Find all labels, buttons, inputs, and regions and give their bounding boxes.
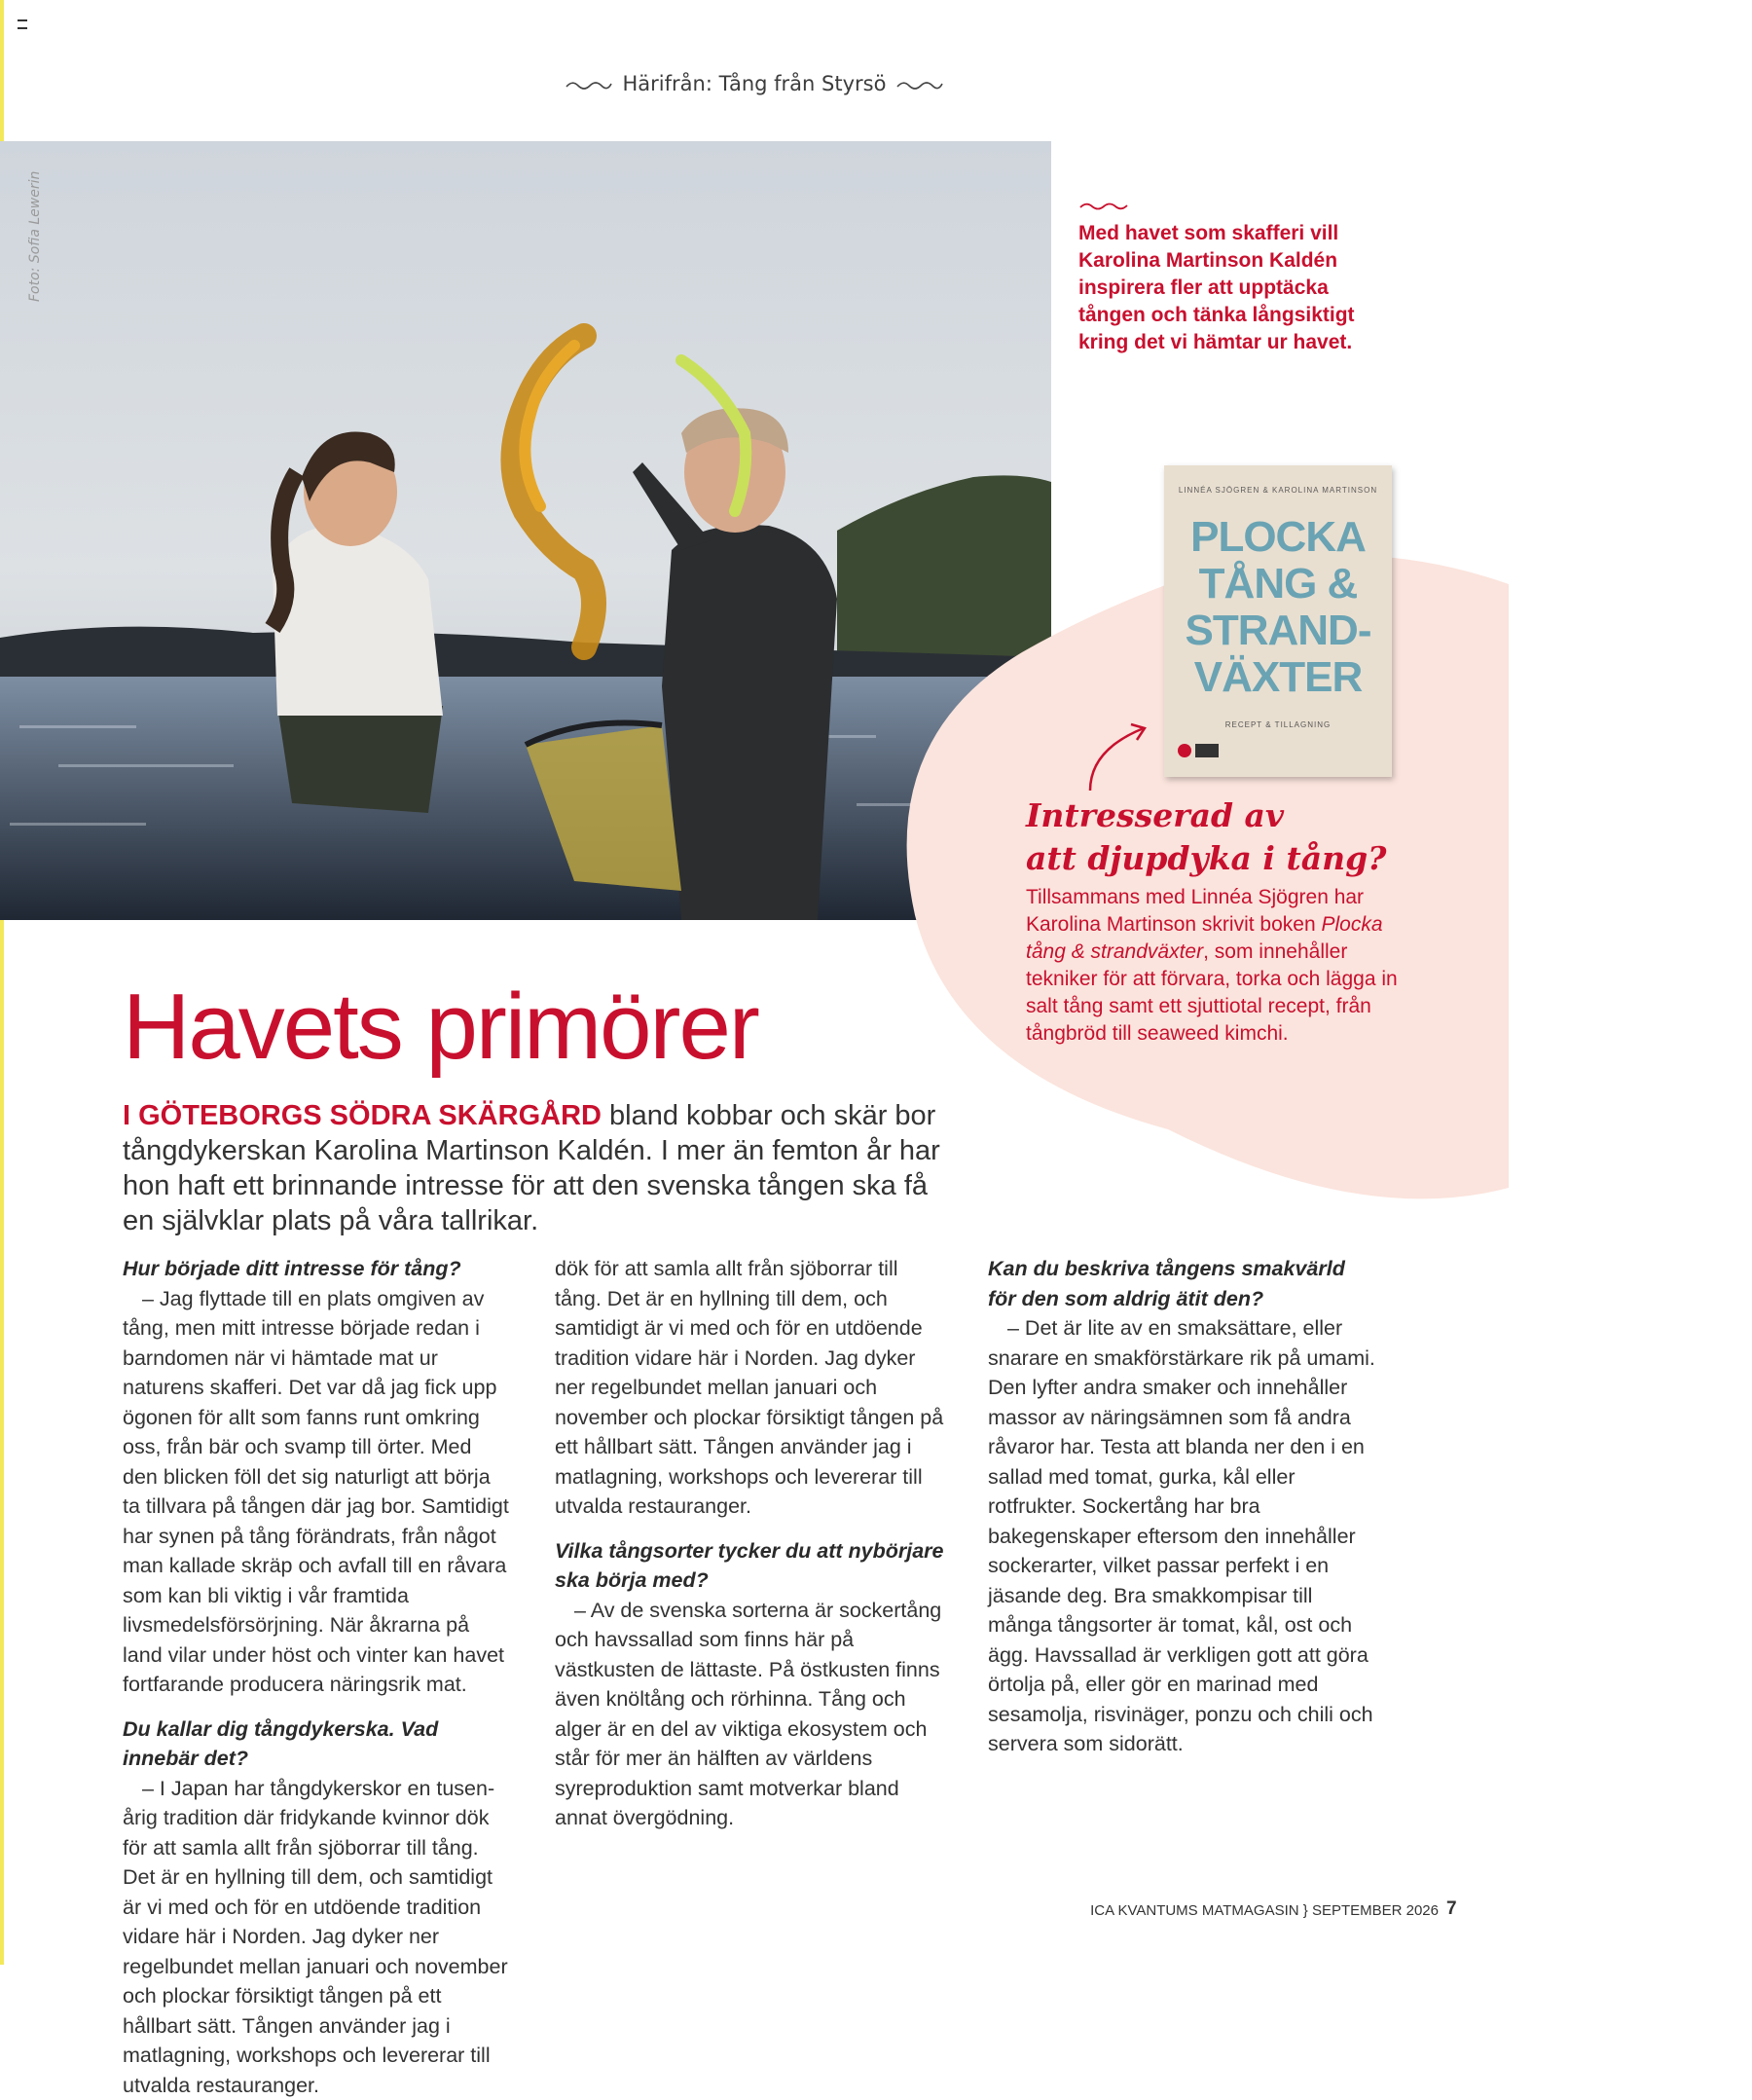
column-1 [123, 1254, 512, 2097]
wave-icon [895, 78, 944, 92]
photo-credit: Foto: Sofia Lewerin [27, 170, 43, 302]
wave-icon [1078, 200, 1129, 213]
column-2 [555, 1254, 944, 1833]
column-3 [988, 1254, 1377, 1759]
book-subtitle: RECEPT & TILLAGNING [1224, 720, 1332, 729]
intro-text: Med havet som skafferi vill Karolina Martinson Kaldén inspirera fler att upptäcka tången och tänka långsiktigt kring det vi hämtar ur havet. [1078, 222, 1355, 353]
ingress-lead: I GÖTEBORGS SÖDRA SKÄRGÅRD [123, 1100, 602, 1131]
sidebar-body: Tillsammans med Linnéa Sjögren har Karolina Martinson skrivit boken Plocka tång & strandväxter, som innehåller tekniker för att förvara, torka och lägga in salt tång samt ett sjuttiotal recept, från tångbröd till seaweed kimchi. [1026, 886, 1398, 1045]
page-footer: ICA KVANTUMS MATMAGASIN } SEPTEMBER 2026 [1090, 1902, 1439, 1919]
question: Du kallar dig tångdykerska. Vad innebär det? [123, 1716, 439, 1770]
answer-continued: dök för att samla allt från sjöborrar till tång. Det är en hyllning till dem, och samtidigt är vi med och för en utdöende tradition vidare här i Norden. Jag dyker ner regelbundet mellan januari och november och plockar försiktigt tången på ett hållbart sätt. Tången använder jag i matlagning, workshops och levererar till utvalda restauranger. [555, 1257, 944, 1518]
book-cover [1164, 465, 1392, 777]
book-title-italic: Plocka tång & strandväxter [1026, 913, 1383, 963]
sidebar-heading: Intresserad av att djupdyka i tång? [1026, 796, 1387, 877]
publisher-logo-icon [1178, 744, 1191, 757]
question: Hur började ditt intresse för tång? [123, 1257, 461, 1280]
article-ingress: I GÖTEBORGS SÖDRA SKÄRGÅRD bland kobbar och skär bor tångdykerskan Karolina Martinson Kaldén. I mer än femton år har hon haft ett brinnande intresse för att den svenska tången ska få en självklar plats på våra tallrikar. [123, 1100, 940, 1236]
kicker-text: Härifrån: Tång från Styrsö [622, 72, 887, 95]
page-number: 7 [1446, 1898, 1457, 1919]
answer: – Jag flyttade till en plats omgiven av tång, men mitt intresse började redan i barndomen när vi hämtade mat ur naturens skafferi. Det var då jag fick upp ögonen för allt som fanns runt omkring oss, från bär och svamp till örter. Med den blicken föll det sig naturligt att börja ta tillvara på tången där jag bor. Samtidigt har synen på tång förändrats, från något man kallade skräp och avfall till en råvara som kan bli viktig i vår framtida livsmedelsförsörjning. När åkrarna på land vilar under höst och vinter kan havet fortfarande producera näringsrik mat. [123, 1286, 509, 1696]
answer: – I Japan har tångdykerskor en tusenårig tradition där fridykande kvinnor dök för att samla allt från sjöborrar till tång. Det är en hyllning till dem, och samtidigt är vi med och för en utdöende tradition vidare här i Norden. Jag dyker ner regelbundet mellan januari och november och plockar försiktigt tången på ett hållbart sätt. Tången använder jag i matlagning, workshops och levererar till utvalda restauranger. [123, 1776, 508, 2097]
menu-icon[interactable] [18, 19, 27, 29]
book-authors: LINNÉA SJÖGREN & KAROLINA MARTINSON [1178, 486, 1378, 495]
book-title: PLOCKA TÅNG & STRAND- VÄXTER [1185, 513, 1371, 701]
publisher-mark-icon [1195, 744, 1219, 757]
answer: – Av de svenska sorterna är sockertång och havssallad som finns här på västkusten de lättaste. På östkusten finns även knöltång och rörhinna. Tång och alger är en del av viktiga ekosystem och står för mer än hälften av världens syreproduktion samt motverkar bland annat övergödning. [555, 1598, 942, 1829]
arrow-icon [1080, 720, 1158, 798]
wave-icon [565, 78, 613, 92]
footer-separator-icon: } [1302, 1902, 1308, 1919]
article-headline: Havets primörer [123, 975, 758, 1079]
question: Kan du beskriva tångens smakvärld för den som aldrig ätit den? [988, 1257, 1345, 1310]
answer: – Det är lite av en smaksättare, eller snarare en smakförstärkare rik på umami. Den lyfter andra smaker och innehåller massor av näringsämnen som få andra råvaror har. Testa att blanda ner den i en sallad med tomat, gurka, kål eller rotfrukter. Sockertång har bra bakegenskaper eftersom den innehåller sockerarter, vilket passar perfekt i en jäsande deg. Bra smakkompisar till många tångsorter är tomat, kål, ost och ägg. Havssallad är verkligen gott att göra örtolja på, eller gör en marinad med sesamolja, risvinäger, ponzu och chili och servera som sidorätt. [988, 1316, 1375, 1755]
question: Vilka tångsorter tycker du att nybörjare ska börja med? [555, 1538, 944, 1592]
section-kicker [0, 72, 1509, 95]
